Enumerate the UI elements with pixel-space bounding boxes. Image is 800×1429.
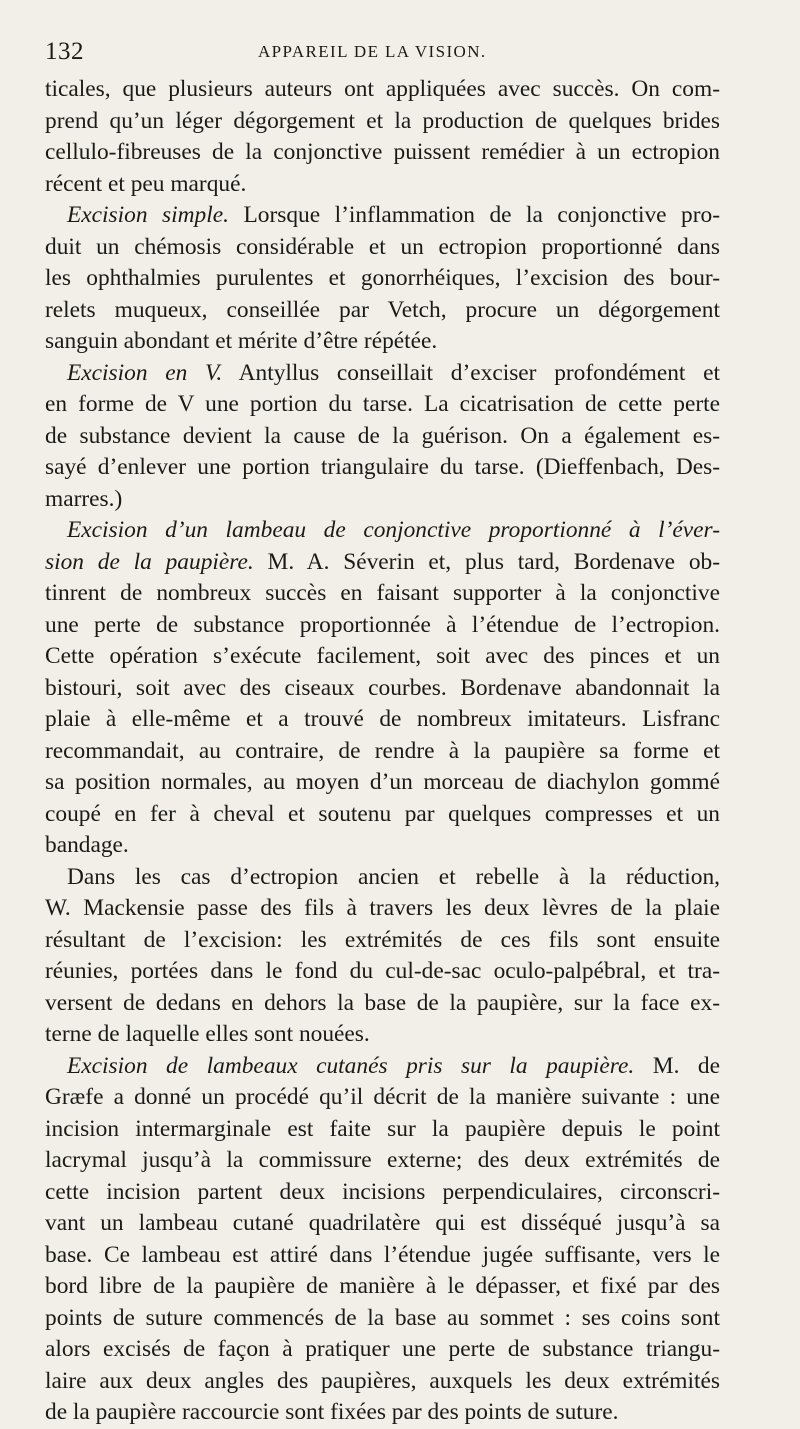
text-line: prend qu’un léger dégorgement et la production de quelques brides [45, 107, 720, 134]
text-line: plaie à elle-même et a trouvé de nombreux imitateurs. Lisfranc [45, 706, 720, 732]
text-line: Excision en V. Antyllus conseillait d’exciser profondément et [67, 359, 720, 386]
text-line: terne de laquelle elles sont nouées. [45, 1021, 370, 1047]
text-line: coupé en fer à cheval et soutenu par quelques compresses et un [45, 800, 720, 827]
text-line: de la paupière raccourcie sont fixées par des points de suture. [45, 1399, 619, 1425]
body-text [45, 74, 720, 1429]
text-line: lacrymal jusqu’à la commissure externe; des deux extrémités de [45, 1147, 720, 1173]
text-line: sayé d’enlever une portion triangulaire du tarse. (Dieffenbach, Des- [45, 454, 720, 480]
text-line: points de suture commencés de la base au sommet : ses coins sont [45, 1304, 720, 1331]
text-line: une perte de substance proportionnée à l’étendue de l’ectropion. [45, 611, 720, 638]
text-line: bandage. [45, 832, 129, 858]
text-line: relets muqueux, conseillée par Vetch, procure un dégorgement [45, 296, 720, 323]
text-line: incision intermarginale est faite sur la paupière depuis le point [45, 1115, 720, 1142]
text-line: bistouri, soit avec des ciseaux courbes. Bordenave abandonnait la [45, 674, 720, 701]
text-line: laire aux deux angles des paupières, auxquels les deux extrémités [45, 1367, 720, 1394]
text-line: W. Mackensie passe des fils à travers les deux lèvres de la plaie [45, 895, 720, 921]
text-line: Excision de lambeaux cutanés pris sur la paupière. M. de [67, 1052, 721, 1079]
section-heading: Excision en V. [67, 359, 223, 386]
page-number: 132 [45, 38, 84, 65]
text-line: vant un lambeau cutané quadrilatère qui est disséqué jusqu’à sa [45, 1210, 720, 1236]
text-line: ticales, que plusieurs auteurs ont appliquées avec succès. On com- [45, 76, 720, 102]
text-line: Græfe a donné un procédé qu’il décrit de la manière suivante : une [45, 1084, 720, 1110]
text-line: tinrent de nombreux succès en faisant supporter à la conjonctive [45, 580, 720, 606]
text-line: Cette opération s’exécute facilement, soit avec des pinces et un [45, 643, 720, 669]
section-heading: Excision de lambeaux cutanés pris sur la paupière. [67, 1052, 635, 1079]
page-header [45, 38, 725, 64]
text-line: duit un chémosis considérable et un ectropion proportionné dans [45, 233, 720, 260]
text-line: Dans les cas d’ectropion ancien et rebelle à la réduction, [67, 863, 720, 890]
text-line: récent et peu marqué. [45, 170, 247, 197]
text-line: les ophthalmies purulentes et gonorrhéiques, l’excision des bour- [45, 265, 720, 291]
text-line: en forme de V une portion du tarse. La cicatrisation de cette perte [45, 391, 720, 417]
running-head: APPAREIL DE LA VISION. [258, 42, 487, 61]
section-heading: Excision d’un lambeau de conjonctive proportionné à l’éver- [67, 517, 720, 543]
text-line: sanguin abondant et mérite d’être répétée. [45, 328, 438, 354]
text-line: bord libre de la paupière de manière à le dépasser, et fixé par des [45, 1273, 720, 1299]
text-line: recommandait, au contraire, de rendre à la paupière sa forme et [45, 737, 720, 764]
text-line: Excision simple. Lorsque l’inflammation de la conjonctive pro- [67, 202, 720, 228]
text-line: résultant de l’excision: les extrémités de ces fils sont ensuite [45, 926, 720, 953]
text-line: base. Ce lambeau est attiré dans l’étendue jugée suffisante, vers le [45, 1241, 720, 1268]
text-line: cellulo-fibreuses de la conjonctive puissent remédier à un ectropion [45, 139, 720, 165]
text-line: réunies, portées dans le fond du cul-de-sac oculo-palpébral, et tra- [45, 958, 720, 984]
section-heading: Excision simple. [67, 202, 229, 228]
section-heading: sion de la paupière. [45, 548, 254, 575]
text-line: de substance devient la cause de la guérison. On a également es- [45, 422, 720, 449]
text-line [45, 515, 720, 547]
text-line: marres.) [45, 485, 123, 512]
text-line: versent de dedans en dehors la base de la paupière, sur la face ex- [45, 989, 720, 1016]
text-line: alors excisés de façon à pratiquer une perte de substance triangu- [45, 1336, 720, 1362]
text-line: cette incision partent deux incisions perpendiculaires, circonscri- [45, 1178, 720, 1205]
text-line: sion de la paupière. M. A. Séverin et, plus tard, Bordenave ob- [45, 548, 720, 575]
text-line: sa position normales, au moyen d’un morceau de diachylon gommé [45, 769, 720, 795]
